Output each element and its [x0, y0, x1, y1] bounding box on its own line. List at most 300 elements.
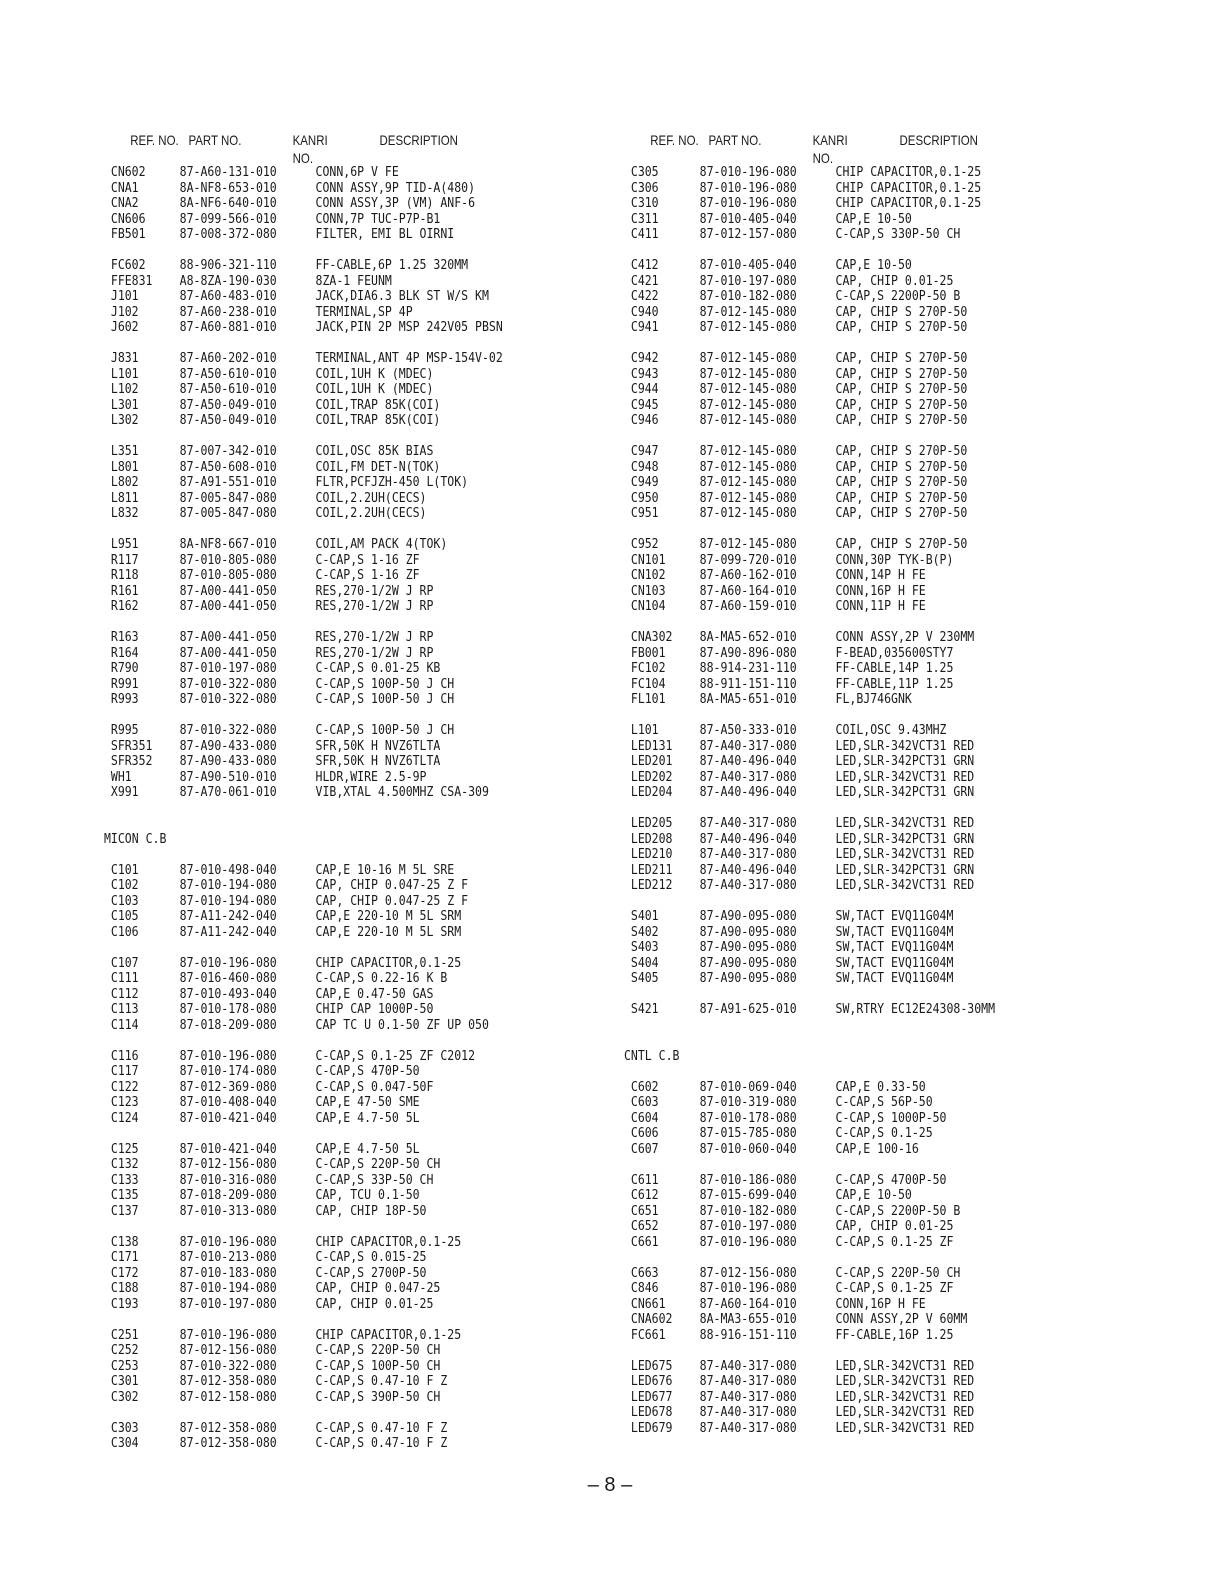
ref-no-cell: FFE831	[110, 273, 153, 289]
part-row	[624, 863, 1183, 879]
ref-no-cell: R995	[110, 723, 139, 738]
part-row	[624, 258, 1183, 274]
part-row	[624, 537, 1183, 553]
description-cell: LED,SLR-342PCT31 GRN	[835, 862, 975, 878]
part-no-cell: 87-010-197-080	[699, 1219, 797, 1234]
description-cell: CONN,11P H FE	[835, 599, 926, 614]
ref-no-cell: C171	[110, 1250, 139, 1265]
part-row	[624, 274, 1183, 290]
description-cell: CAP,E 10-16 M 5L SRE	[315, 862, 455, 878]
description-cell: CONN ASSY,2P V 60MM	[835, 1312, 968, 1327]
part-no-cell: 87-A60-881-010	[179, 320, 277, 335]
part-no-cell: 87-012-145-080	[699, 320, 797, 335]
description-cell: COIL,OSC 9.43MHZ	[835, 723, 947, 738]
part-no-cell: 87-012-156-080	[179, 1157, 277, 1172]
part-no-cell: 87-A90-095-080	[699, 940, 797, 955]
header-part-no: PART NO.	[188, 132, 242, 148]
header-kanri-no: NO.	[292, 150, 314, 166]
part-no-cell: 87-010-194-080	[179, 1281, 277, 1296]
part-row	[104, 1157, 663, 1173]
description-cell: C-CAP,S 100P-50 J CH	[315, 692, 455, 707]
part-no-cell: 87-012-157-080	[699, 227, 797, 242]
description-cell: COIL,OSC 85K BIAS	[315, 444, 434, 459]
description-cell: CONN ASSY,2P V 230MM	[835, 630, 975, 645]
part-row	[624, 1080, 1183, 1096]
ref-no-cell: CNA302	[630, 630, 673, 645]
ref-no-cell: S402	[630, 924, 659, 940]
part-no-cell: 87-010-322-080	[179, 1358, 277, 1374]
description-cell: FLTR,PCFJZH-450 L(TOK)	[315, 475, 469, 490]
part-row	[624, 1390, 1183, 1406]
part-no-cell: 88-911-151-110	[699, 676, 797, 692]
part-row	[104, 1235, 663, 1251]
part-no-cell: 87-A60-202-010	[179, 351, 277, 366]
part-no-cell: 87-010-178-080	[179, 1002, 277, 1017]
ref-no-cell: L101	[110, 366, 139, 382]
ref-no-cell: J602	[110, 320, 139, 335]
part-row	[104, 1374, 663, 1390]
description-cell: C-CAP,S 220P-50 CH	[835, 1265, 961, 1281]
description-cell: C-CAP,S 100P-50 CH	[315, 1358, 441, 1374]
part-row	[104, 351, 663, 367]
part-no-cell: 87-012-358-080	[179, 1374, 277, 1389]
ref-no-cell: LED205	[630, 816, 673, 831]
part-no-cell: 87-010-174-080	[179, 1064, 277, 1079]
part-no-cell: 87-A60-238-010	[179, 304, 277, 320]
description-cell: SW,TACT EVQ11G04M	[835, 955, 954, 971]
part-row	[624, 413, 1183, 429]
description-cell: CAP,E 10-50	[835, 258, 912, 273]
description-cell: C-CAP,S 0.47-10 F Z	[315, 1420, 448, 1436]
ref-no-cell: LED679	[630, 1420, 673, 1436]
part-row	[624, 289, 1183, 305]
part-row	[624, 1328, 1183, 1344]
description-cell: CAP,E 0.33-50	[835, 1079, 926, 1095]
part-row	[624, 1111, 1183, 1127]
ref-no-cell: C846	[630, 1281, 659, 1296]
description-cell: CAP,E 220-10 M 5L SRM	[315, 909, 462, 924]
part-no-cell: 8A-MA5-651-010	[699, 692, 797, 707]
ref-no-cell: C107	[110, 955, 139, 971]
ref-no-cell: L302	[110, 413, 139, 428]
description-cell: C-CAP,S 0.47-10 F Z	[315, 1436, 448, 1451]
part-row	[624, 754, 1183, 770]
description-cell: JACK,PIN 2P MSP 242V05 PBSN	[315, 320, 503, 335]
part-row	[104, 274, 663, 290]
description-cell: CAP TC U 0.1-50 ZF UP 050	[315, 1017, 489, 1033]
part-row	[624, 1359, 1183, 1375]
part-no-cell: 87-012-145-080	[699, 351, 797, 366]
description-cell: CAP, CHIP 18P-50	[315, 1203, 427, 1219]
part-row	[104, 181, 663, 197]
description-cell: RES,270-1/2W J RP	[315, 583, 434, 599]
part-row	[624, 584, 1183, 600]
ref-no-cell: LED678	[630, 1405, 673, 1420]
description-cell: FF-CABLE,14P 1.25	[835, 661, 954, 676]
part-row	[104, 1173, 663, 1189]
ref-no-cell: C421	[630, 273, 659, 289]
description-cell: CAP,E 100-16	[835, 1141, 919, 1157]
description-cell: SW,TACT EVQ11G04M	[835, 971, 954, 986]
part-no-cell: 87-010-060-040	[699, 1141, 797, 1157]
description-cell: LED,SLR-342VCT31 RED	[835, 847, 975, 862]
part-no-cell: 87-010-196-080	[699, 1234, 797, 1250]
part-no-cell: 87-A60-164-010	[699, 583, 797, 599]
part-row	[624, 1312, 1183, 1328]
part-row	[104, 599, 663, 615]
part-no-cell: 87-010-196-080	[179, 1234, 277, 1250]
part-no-cell: 87-A40-496-040	[699, 862, 797, 878]
part-row	[104, 1436, 663, 1452]
part-no-cell: 87-A40-317-080	[699, 1420, 797, 1436]
description-cell: CAP, CHIP S 270P-50	[835, 304, 968, 320]
ref-no-cell: C135	[110, 1188, 139, 1203]
ref-no-cell: L802	[110, 475, 139, 490]
part-row	[104, 878, 663, 894]
description-cell: LED,SLR-342VCT31 RED	[835, 1374, 975, 1389]
description-cell: C-CAP,S 0.47-10 F Z	[315, 1374, 448, 1389]
description-cell: CHIP CAPACITOR,0.1-25	[835, 196, 982, 211]
part-row	[624, 212, 1183, 228]
ref-no-cell: C947	[630, 444, 659, 459]
part-row	[104, 1111, 663, 1127]
part-row	[104, 289, 663, 305]
part-no-cell: 88-914-231-110	[699, 661, 797, 676]
part-no-cell: 8A-NF6-640-010	[179, 196, 277, 211]
ref-no-cell: C132	[110, 1157, 139, 1172]
description-cell: VIB,XTAL 4.500MHZ CSA-309	[315, 785, 489, 800]
ref-no-cell: C411	[630, 227, 659, 242]
description-cell: CAP, TCU 0.1-50	[315, 1188, 420, 1203]
part-no-cell: 87-010-182-080	[699, 1203, 797, 1219]
part-row	[104, 1064, 663, 1080]
part-row	[104, 1018, 663, 1034]
part-no-cell: 87-018-209-080	[179, 1188, 277, 1203]
ref-no-cell: C951	[630, 506, 659, 521]
part-row	[624, 305, 1183, 321]
ref-no-cell: J831	[110, 351, 139, 366]
part-no-cell: 87-012-145-080	[699, 413, 797, 428]
ref-no-cell: C943	[630, 366, 659, 382]
ref-no-cell: C114	[110, 1017, 139, 1033]
ref-no-cell: LED208	[630, 831, 673, 847]
part-no-cell: 8A-NF8-653-010	[179, 180, 277, 196]
ref-no-cell: C193	[110, 1296, 139, 1312]
description-cell: TERMINAL,SP 4P	[315, 304, 413, 320]
description-cell: CAP, CHIP S 270P-50	[835, 397, 968, 413]
ref-no-cell: R993	[110, 692, 139, 707]
part-row	[104, 909, 663, 925]
ref-no-cell: L301	[110, 397, 139, 413]
part-no-cell: 87-010-197-080	[179, 1296, 277, 1312]
part-no-cell: 87-012-145-080	[699, 366, 797, 382]
description-cell: SW,TACT EVQ11G04M	[835, 924, 954, 940]
part-row	[104, 863, 663, 879]
part-no-cell: 87-012-358-080	[179, 1436, 277, 1451]
description-cell: CAP, CHIP 0.01-25	[315, 1296, 434, 1312]
part-row	[104, 320, 663, 336]
part-no-cell: 87-012-156-080	[179, 1343, 277, 1358]
part-row	[104, 537, 663, 553]
ref-no-cell: C111	[110, 971, 139, 986]
part-no-cell: 87-010-183-080	[179, 1265, 277, 1281]
description-cell: CAP,E 4.7-50 5L	[315, 1141, 420, 1157]
parts-column-left	[104, 128, 664, 1452]
part-no-cell: 87-A90-095-080	[699, 955, 797, 971]
description-cell: LED,SLR-342VCT31 RED	[835, 769, 975, 785]
description-cell: CAP, CHIP S 270P-50	[835, 366, 968, 382]
ref-no-cell: J101	[110, 289, 139, 304]
ref-no-cell: J102	[110, 304, 139, 320]
description-cell: SW,TACT EVQ11G04M	[835, 940, 954, 955]
part-no-cell: 87-010-421-040	[179, 1141, 277, 1157]
part-no-cell: 87-015-699-040	[699, 1188, 797, 1203]
ref-no-cell: R118	[110, 568, 139, 583]
ref-no-cell: C103	[110, 893, 139, 909]
part-row	[624, 1204, 1183, 1220]
description-cell: RES,270-1/2W J RP	[315, 645, 434, 661]
ref-no-cell: X991	[110, 785, 139, 800]
part-row	[624, 770, 1183, 786]
ref-no-cell: C950	[630, 490, 659, 506]
column-header	[104, 128, 662, 165]
description-cell: COIL,2.2UH(CECS)	[315, 490, 427, 506]
part-row	[624, 677, 1183, 693]
ref-no-cell: C301	[110, 1374, 139, 1389]
part-no-cell: 87-A40-317-080	[699, 878, 797, 893]
ref-no-cell: CN104	[630, 599, 666, 614]
description-cell: LED,SLR-342VCT31 RED	[835, 738, 975, 754]
part-row	[624, 1235, 1183, 1251]
part-row	[624, 165, 1183, 181]
description-cell: C-CAP,S 470P-50	[315, 1064, 420, 1079]
ref-no-cell: C253	[110, 1358, 139, 1374]
ref-no-cell: C251	[110, 1327, 139, 1343]
part-row	[624, 1142, 1183, 1158]
ref-no-cell: FC602	[110, 258, 146, 273]
part-no-cell: 87-010-069-040	[699, 1079, 797, 1095]
part-row	[624, 351, 1183, 367]
description-cell: LED,SLR-342VCT31 RED	[835, 1420, 975, 1436]
part-no-cell: 87-012-156-080	[699, 1265, 797, 1281]
part-no-cell: 87-A40-317-080	[699, 847, 797, 862]
part-no-cell: 87-010-194-080	[179, 878, 277, 893]
ref-no-cell: LED675	[630, 1358, 673, 1374]
ref-no-cell: LED204	[630, 785, 673, 800]
description-cell: LED,SLR-342PCT31 GRN	[835, 754, 975, 769]
description-cell: C-CAP,S 2200P-50 B	[835, 1203, 961, 1219]
description-cell: F-BEAD,035600STY7	[835, 645, 954, 661]
part-row	[624, 1188, 1183, 1204]
part-row	[104, 1359, 663, 1375]
part-row	[624, 196, 1183, 212]
ref-no-cell: CNA602	[630, 1312, 673, 1327]
ref-no-cell: R117	[110, 552, 139, 568]
part-no-cell: 87-012-145-080	[699, 475, 797, 490]
description-cell: CONN,16P H FE	[835, 1296, 926, 1312]
ref-no-cell: C172	[110, 1265, 139, 1281]
part-no-cell: 87-A11-242-040	[179, 924, 277, 940]
ref-no-cell: LED676	[630, 1374, 673, 1389]
part-row	[624, 1281, 1183, 1297]
description-cell: SW,TACT EVQ11G04M	[835, 909, 954, 924]
part-row	[624, 816, 1183, 832]
part-row	[104, 785, 663, 801]
description-cell: CAP, CHIP S 270P-50	[835, 475, 968, 490]
ref-no-cell: C602	[630, 1079, 659, 1095]
part-no-cell: 87-007-342-010	[179, 444, 277, 459]
ref-no-cell: C122	[110, 1079, 139, 1095]
ref-no-cell: R161	[110, 583, 139, 599]
part-row	[104, 646, 663, 662]
ref-no-cell: FC102	[630, 661, 666, 676]
part-no-cell: 87-010-197-080	[179, 661, 277, 676]
part-no-cell: 87-A50-049-010	[179, 397, 277, 413]
part-no-cell: 87-A40-317-080	[699, 1389, 797, 1405]
part-row	[104, 1390, 663, 1406]
description-cell: C-CAP,S 0.1-25 ZF	[835, 1281, 954, 1296]
description-cell: CAP, CHIP 0.047-25 Z F	[315, 878, 469, 893]
part-no-cell: 87-016-460-080	[179, 971, 277, 986]
ref-no-cell: R991	[110, 676, 139, 692]
part-row	[104, 1343, 663, 1359]
part-row	[624, 1095, 1183, 1111]
ref-no-cell: S401	[630, 909, 659, 924]
part-row	[104, 1002, 663, 1018]
part-no-cell: 87-010-313-080	[179, 1203, 277, 1219]
ref-no-cell: FL101	[630, 692, 666, 707]
part-no-cell: 87-015-785-080	[699, 1126, 797, 1141]
ref-no-cell: R164	[110, 645, 139, 661]
description-cell: FL,BJ746GNK	[835, 692, 912, 707]
part-no-cell: 87-099-720-010	[699, 552, 797, 568]
part-no-cell: 87-A40-317-080	[699, 1358, 797, 1374]
part-no-cell: 87-A70-061-010	[179, 785, 277, 800]
ref-no-cell: C305	[630, 165, 659, 180]
part-no-cell: 87-A91-551-010	[179, 475, 277, 490]
ref-no-cell: C112	[110, 986, 139, 1002]
ref-no-cell: LED212	[630, 878, 673, 893]
description-cell: CAP,E 220-10 M 5L SRM	[315, 924, 462, 940]
ref-no-cell: C944	[630, 382, 659, 397]
part-row	[104, 1328, 663, 1344]
part-row	[624, 1173, 1183, 1189]
part-no-cell: 87-010-186-080	[699, 1172, 797, 1188]
part-row	[104, 1281, 663, 1297]
part-row	[624, 739, 1183, 755]
part-no-cell: 87-012-145-080	[699, 304, 797, 320]
ref-no-cell: C102	[110, 878, 139, 893]
part-row	[104, 971, 663, 987]
ref-no-cell: C137	[110, 1203, 139, 1219]
description-cell: C-CAP,S 4700P-50	[835, 1172, 947, 1188]
description-cell: C-CAP,S 100P-50 J CH	[315, 676, 455, 692]
description-cell: CHIP CAP 1000P-50	[315, 1002, 434, 1017]
part-no-cell: 87-012-145-080	[699, 382, 797, 397]
part-no-cell: 87-005-847-080	[179, 490, 277, 506]
description-cell: CHIP CAPACITOR,0.1-25	[315, 955, 462, 971]
ref-no-cell: CN103	[630, 583, 666, 599]
part-row	[104, 630, 663, 646]
description-cell: C-CAP,S 0.1-25 ZF	[835, 1234, 954, 1250]
ref-no-cell: LED201	[630, 754, 673, 769]
part-no-cell: 87-010-421-040	[179, 1110, 277, 1126]
description-cell: FF-CABLE,16P 1.25	[835, 1327, 954, 1343]
part-no-cell: 87-A90-095-080	[699, 971, 797, 986]
ref-no-cell: L102	[110, 382, 139, 397]
ref-no-cell: C113	[110, 1002, 139, 1017]
part-no-cell: 87-A60-131-010	[179, 165, 277, 180]
ref-no-cell: S405	[630, 971, 659, 986]
ref-no-cell: C105	[110, 909, 139, 924]
part-no-cell: 87-012-145-080	[699, 459, 797, 475]
ref-no-cell: C124	[110, 1110, 139, 1126]
description-cell: C-CAP,S 1000P-50	[835, 1110, 947, 1126]
header-kanri: KANRI	[292, 132, 328, 148]
part-row	[624, 475, 1183, 491]
part-row	[104, 1142, 663, 1158]
description-cell: CAP, CHIP S 270P-50	[835, 320, 968, 335]
part-row	[104, 677, 663, 693]
ref-no-cell: L101	[630, 723, 659, 738]
header-ref-no: REF. NO.	[650, 132, 699, 148]
description-cell: CAP,E 47-50 SME	[315, 1095, 420, 1110]
part-no-cell: 87-010-196-080	[699, 180, 797, 196]
part-no-cell: 87-008-372-080	[179, 227, 277, 242]
part-row	[104, 568, 663, 584]
part-no-cell: 87-010-322-080	[179, 723, 277, 738]
part-no-cell: 87-010-319-080	[699, 1095, 797, 1110]
part-no-cell: 87-A00-441-050	[179, 630, 277, 645]
description-cell: FF-CABLE,11P 1.25	[835, 676, 954, 692]
part-row	[104, 692, 663, 708]
ref-no-cell: CN101	[630, 552, 666, 568]
part-no-cell: 87-010-196-080	[179, 1327, 277, 1343]
description-cell: LED,SLR-342PCT31 GRN	[835, 785, 975, 800]
part-row	[624, 956, 1183, 972]
ref-no-cell: CN602	[110, 165, 146, 180]
ref-no-cell: C606	[630, 1126, 659, 1141]
part-row	[624, 568, 1183, 584]
ref-no-cell: C611	[630, 1172, 659, 1188]
ref-no-cell: L811	[110, 490, 139, 506]
description-cell: 8ZA-1 FEUNM	[315, 273, 392, 289]
part-no-cell: 87-012-145-080	[699, 537, 797, 552]
section-heading: CNTL C.B	[624, 1048, 680, 1064]
ref-no-cell: LED211	[630, 862, 673, 878]
part-row	[624, 398, 1183, 414]
description-cell: C-CAP,S 0.015-25	[315, 1250, 427, 1265]
part-row	[104, 661, 663, 677]
part-no-cell: 87-A50-049-010	[179, 413, 277, 428]
part-no-cell: 87-A50-610-010	[179, 382, 277, 397]
part-no-cell: 87-012-369-080	[179, 1079, 277, 1095]
description-cell: CAP, CHIP S 270P-50	[835, 413, 968, 428]
description-cell: CAP, CHIP S 270P-50	[835, 506, 968, 521]
part-no-cell: 87-012-145-080	[699, 506, 797, 521]
description-cell: COIL,AM PACK 4(TOK)	[315, 537, 448, 552]
part-no-cell: 87-A40-317-080	[699, 1405, 797, 1420]
description-cell: CHIP CAPACITOR,0.1-25	[835, 180, 982, 196]
description-cell: COIL,FM DET-N(TOK)	[315, 459, 441, 475]
part-row	[104, 770, 663, 786]
part-row	[104, 460, 663, 476]
description-cell: C-CAP,S 390P-50 CH	[315, 1389, 441, 1405]
description-cell: COIL,1UH K (MDEC)	[315, 366, 434, 382]
description-cell: CAP, CHIP S 270P-50	[835, 490, 968, 506]
part-row	[624, 646, 1183, 662]
part-no-cell: 87-010-805-080	[179, 568, 277, 583]
